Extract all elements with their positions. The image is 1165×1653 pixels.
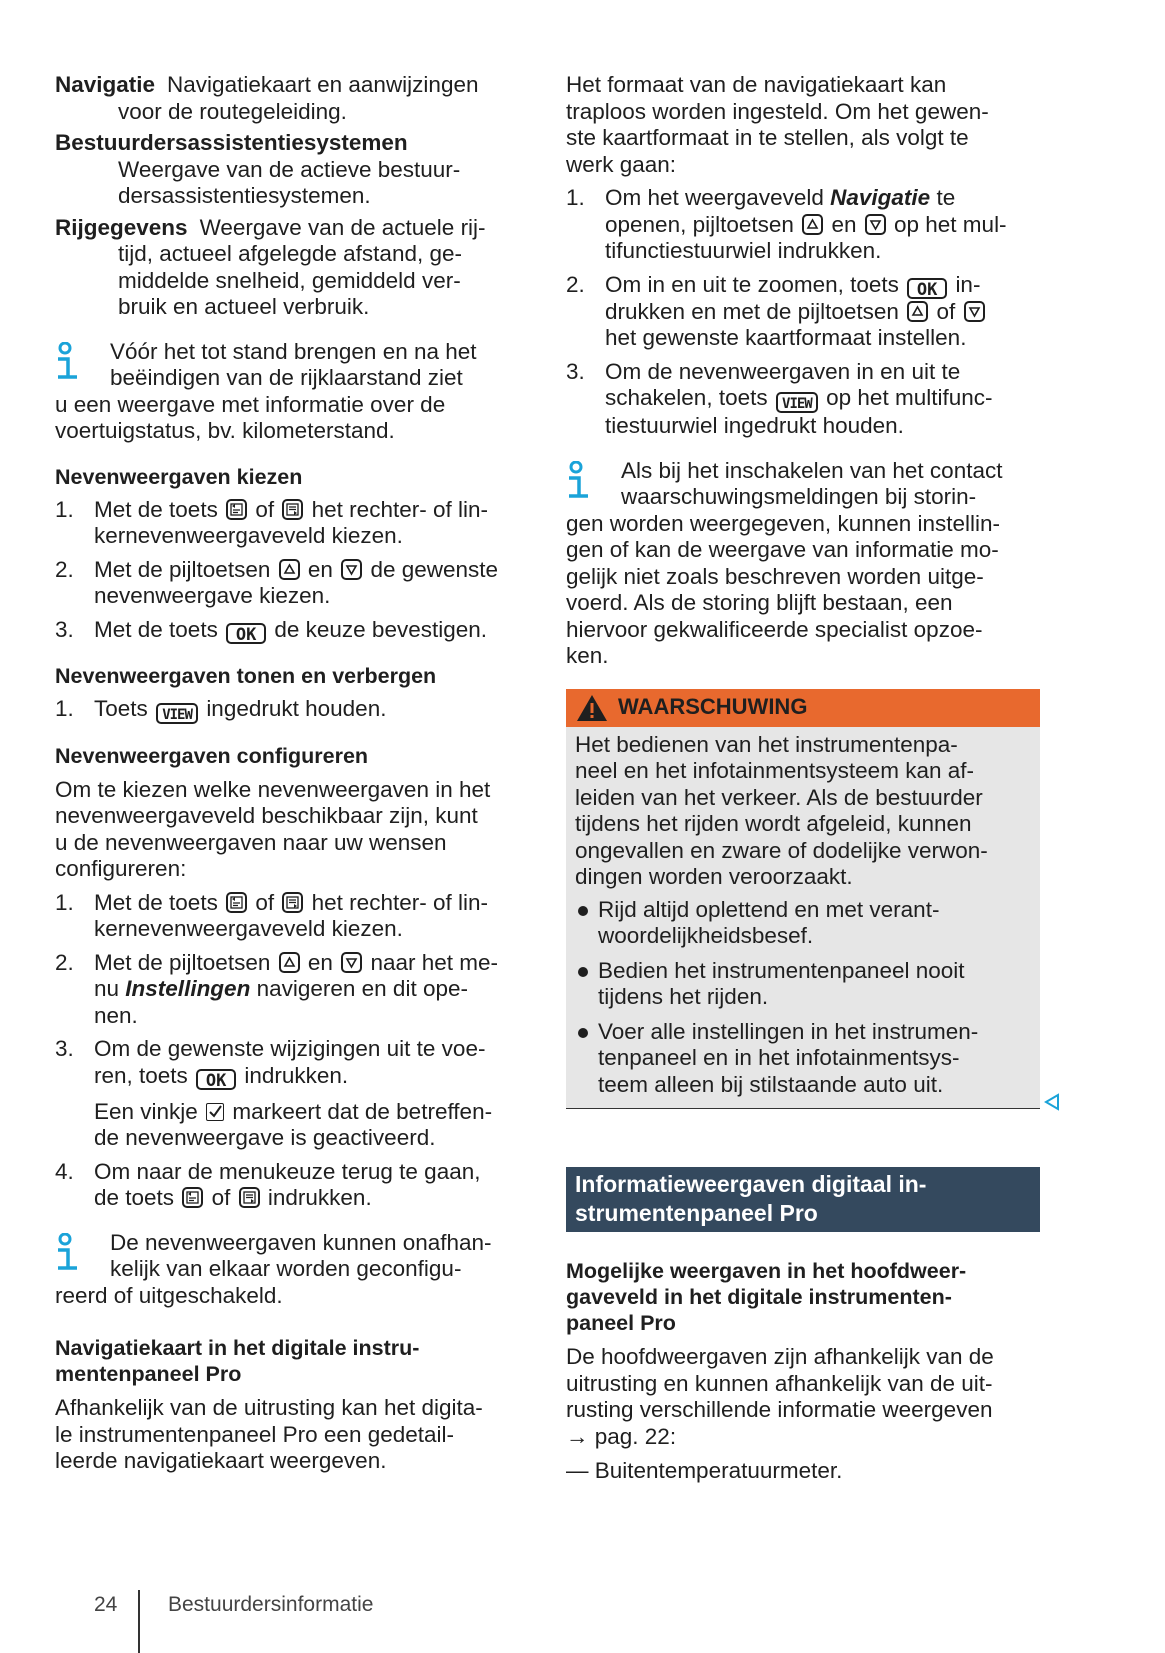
section-title-bar: Informatieweergaven digitaal in- strumentenpaneel Pro <box>566 1167 1040 1232</box>
step-text: Om de nevenweergaven in en uit te <box>605 358 961 384</box>
arrow-up-key-icon <box>279 559 300 580</box>
info-icon <box>566 461 592 501</box>
heading-nevenweergaven-kiezen: Nevenweergaven kiezen <box>55 464 303 489</box>
arrow-up-key-icon <box>802 214 823 235</box>
step-text: Om naar de menukeuze terug te gaan, de toets <box>94 1158 481 1210</box>
paragraph: Om te kiezen welke nevenweergaven in het nevenweergaveveld beschikbaar zijn, kunt u de nevenweergaven naar uw wensen configureren: <box>55 776 491 881</box>
footer-chapter-title: Bestuurdersinformatie <box>168 1593 374 1616</box>
definition-bestuurdersassistentie <box>55 130 533 210</box>
view-key-icon: VIEW <box>776 392 818 413</box>
paragraph: Het formaat van de navigatiekaart kan traploos worden ingesteld. Om het gewen- ste kaartformaat in te stellen, als volgt te werk gaan: <box>566 72 989 177</box>
paragraph: Afhankelijk van de uitrusting kan het digita- le instrumentenpaneel Pro een gedetail- leerde navigatiekaart weergeven. <box>55 1395 483 1473</box>
definition-term: Navigatie <box>55 72 156 97</box>
definition-term: Bestuurdersassistentiesystemen <box>55 130 408 155</box>
steps-kaartformaat <box>566 185 1040 440</box>
warning-bullet: Voer alle instellingen in het instrumen- tenpaneel en in het infotainmentsys- teem alleen bij stilstaande auto uit. <box>575 1019 1030 1099</box>
arrow-up-key-icon <box>279 952 300 973</box>
step <box>55 557 533 610</box>
step-text: Met de pijltoetsen <box>94 556 271 582</box>
ok-key-icon: OK <box>226 623 266 644</box>
step-text: op het mul- <box>894 211 1007 237</box>
ok-key-icon: OK <box>907 278 947 299</box>
step <box>55 1036 533 1152</box>
definition-desc: voor de routegeleiding. <box>118 98 347 124</box>
step-number: 1. <box>55 889 74 915</box>
info-icon <box>55 342 81 382</box>
note-text: De nevenweergaven kunnen onafhan- kelijk van elkaar worden geconfigu- <box>110 1229 492 1281</box>
step-number: 3. <box>55 1036 74 1061</box>
info-note-1 <box>55 339 533 445</box>
step <box>566 359 1040 440</box>
definition-desc: Weergave van de actieve bestuur- dersassistentiesystemen. <box>118 156 461 208</box>
checkbox-checked-icon <box>206 1103 224 1121</box>
heading-navigatiekaart: Navigatiekaart in het digitale instru- mentenpaneel Pro <box>55 1336 420 1386</box>
step-text: op het multifunc- <box>826 385 993 410</box>
step-text: Met de toets <box>94 889 218 915</box>
step-text: kernevenweergaveveld kiezen. <box>94 916 403 941</box>
step <box>55 950 533 1030</box>
step-extra <box>94 1099 533 1152</box>
definition-term: Rijgegevens <box>55 214 188 240</box>
definition-text: Navigatiekaart en aanwijzingen <box>167 72 479 97</box>
step-text: Om in en uit te zoomen, toets <box>605 271 899 297</box>
step <box>55 696 533 724</box>
heading-configureren: Nevenweergaven configureren <box>55 743 369 768</box>
step <box>55 890 533 943</box>
definition-text: Weergave van de actuele rij- <box>199 214 486 240</box>
step-text: of <box>255 889 275 915</box>
step-text: of <box>936 298 956 324</box>
step-text: kernevenweergaveveld kiezen. <box>94 523 403 548</box>
note-text: Als bij het inschakelen van het contact waarschuwingsmeldingen bij storin- <box>621 457 1003 509</box>
step-text: het rechter- of lin- <box>311 496 488 522</box>
step-text: navigeren en dit ope- nen. <box>94 976 468 1028</box>
step <box>566 272 1040 352</box>
step-text: schakelen, toets <box>605 385 768 410</box>
step-text: en <box>307 949 333 975</box>
menu-name: Instellingen <box>125 976 251 1001</box>
step-text: te <box>936 185 956 210</box>
step-text: drukken en met de pijltoetsen <box>605 298 899 324</box>
steps-tonen <box>55 696 533 724</box>
definition-list <box>55 72 533 321</box>
note-text-continued: u een weergave met informatie over de voertuigstatus, bv. kilometerstand. <box>55 391 446 443</box>
step-text: en <box>831 211 857 237</box>
right-page-key-icon <box>282 499 303 520</box>
step <box>566 185 1040 265</box>
note-text-continued: reerd of uitgeschakeld. <box>55 1282 283 1308</box>
step-text: markeert dat de betreffen- de nevenweergave is geactiveerd. <box>94 1098 493 1150</box>
dash-item: — Buitentemperatuurmeter. <box>566 1458 843 1483</box>
step-text: de gewenste <box>370 556 499 582</box>
step-text: Toets <box>94 695 148 721</box>
step <box>55 617 533 644</box>
warning-box <box>566 689 1040 1110</box>
left-page-key-icon <box>226 892 247 913</box>
step-number: 1. <box>566 185 585 210</box>
step <box>55 497 533 550</box>
warning-body <box>566 727 1040 1110</box>
step-text: nevenweergave kiezen. <box>94 583 331 608</box>
step-text: Om de gewenste wijzigingen uit te voe- ren, toets <box>94 1036 486 1088</box>
arrow-down-key-icon <box>865 214 886 235</box>
step-text: het gewenste kaartformaat instellen. <box>605 325 967 350</box>
left-page-key-icon <box>226 499 247 520</box>
arrow-down-key-icon <box>341 952 362 973</box>
step-text: of <box>211 1185 231 1210</box>
step-number: 2. <box>55 556 74 582</box>
paragraph: De hoofdweergaven zijn afhankelijk van de uitrusting en kunnen afhankelijk van de uit- rusting verschillende informatie weergeven → pag. 22: <box>566 1344 994 1449</box>
step-text: het rechter- of lin- <box>311 889 488 915</box>
info-icon <box>55 1233 81 1273</box>
note-text: Vóór het tot stand brengen en na het beëindigen van de rijklaarstand ziet <box>110 338 477 390</box>
menu-name: Navigatie <box>830 185 931 210</box>
footer-divider <box>138 1590 140 1653</box>
step-text: Om het weergaveveld <box>605 185 824 210</box>
step <box>55 1159 533 1212</box>
step-text: en <box>307 556 333 582</box>
warning-triangle-icon <box>576 694 608 722</box>
step-text: Met de toets <box>94 616 218 642</box>
right-column <box>566 72 1040 1485</box>
right-page-key-icon <box>239 1187 260 1208</box>
info-note-2 <box>55 1230 533 1310</box>
step-text: indrukken. <box>244 1062 349 1088</box>
step-number: 2. <box>566 271 585 297</box>
section-end-triangle-icon <box>1044 1093 1060 1111</box>
step-text: nu <box>94 976 120 1001</box>
step-text: Met de toets <box>94 496 218 522</box>
warning-bullet: Rijd altijd oplettend en met verant- woordelijkheidsbesef. <box>575 897 1030 950</box>
steps-configureren <box>55 890 533 1212</box>
warning-bullet: Bedien het instrumentenpaneel nooit tijdens het rijden. <box>575 958 1030 1011</box>
warning-header <box>566 689 1040 727</box>
step-text: naar het me- <box>370 949 499 975</box>
ok-key-icon: OK <box>196 1069 236 1090</box>
step-number: 4. <box>55 1158 74 1184</box>
heading-hoofdweergaven: Mogelijke weergaven in het hoofdweer- gaveveld in het digitale instrumenten- paneel Pro <box>566 1259 967 1335</box>
right-page-key-icon <box>282 892 303 913</box>
step-text: ingedrukt houden. <box>206 695 387 721</box>
step-number: 3. <box>566 358 585 384</box>
info-note-3 <box>566 458 1040 670</box>
step-text: of <box>255 496 275 522</box>
heading-tonen-verbergen: Nevenweergaven tonen en verbergen <box>55 663 437 688</box>
warning-bullets <box>575 897 1030 1099</box>
warning-title: WAARSCHUWING <box>618 694 808 720</box>
step-text: indrukken. <box>267 1185 372 1210</box>
step-number: 1. <box>55 496 74 522</box>
step-text: Met de pijltoetsen <box>94 949 271 975</box>
note-text-continued: gen worden weergegeven, kunnen instellin- gen of kan de weergave van informatie mo- gelijk niet zoals beschreven worden uitge- voerd. Als de storing blijft bestaan, een hiervoor gekwalificeerde specialist opzoe- ken. <box>566 510 1001 668</box>
arrow-down-key-icon <box>341 559 362 580</box>
left-page-key-icon <box>182 1187 203 1208</box>
step-number: 1. <box>55 695 74 721</box>
page-number: 24 <box>94 1593 118 1616</box>
left-column <box>55 72 533 1475</box>
definition-rijgegevens <box>55 215 533 321</box>
step-text: Een vinkje <box>94 1098 198 1124</box>
step-number: 3. <box>55 616 74 642</box>
step-text: tiestuurwiel ingedrukt houden. <box>605 413 904 438</box>
warning-text: Het bedienen van het instrumentenpa- neel en het infotainmentsysteem kan af- leiden van het verkeer. Als de bestuurder tijdens het rijden wordt afgeleid, kunnen ongevallen en zware of dodelijke verwon- dingen worden veroorzaakt. <box>575 731 988 889</box>
step-text: in- <box>955 271 981 297</box>
step-text: de keuze bevestigen. <box>274 616 488 642</box>
definition-navigatie <box>55 72 533 125</box>
arrow-down-key-icon <box>964 301 985 322</box>
steps-kiezen <box>55 497 533 644</box>
definition-desc: tijd, actueel afgelegde afstand, ge- middelde snelheid, gemiddeld ver- bruik en actueel verbruik. <box>118 241 462 319</box>
view-key-icon: VIEW <box>156 703 198 724</box>
step-number: 2. <box>55 949 74 975</box>
arrow-up-key-icon <box>907 301 928 322</box>
step-text: openen, pijltoetsen <box>605 211 794 237</box>
step-text: tifunctiestuurwiel indrukken. <box>605 238 882 263</box>
